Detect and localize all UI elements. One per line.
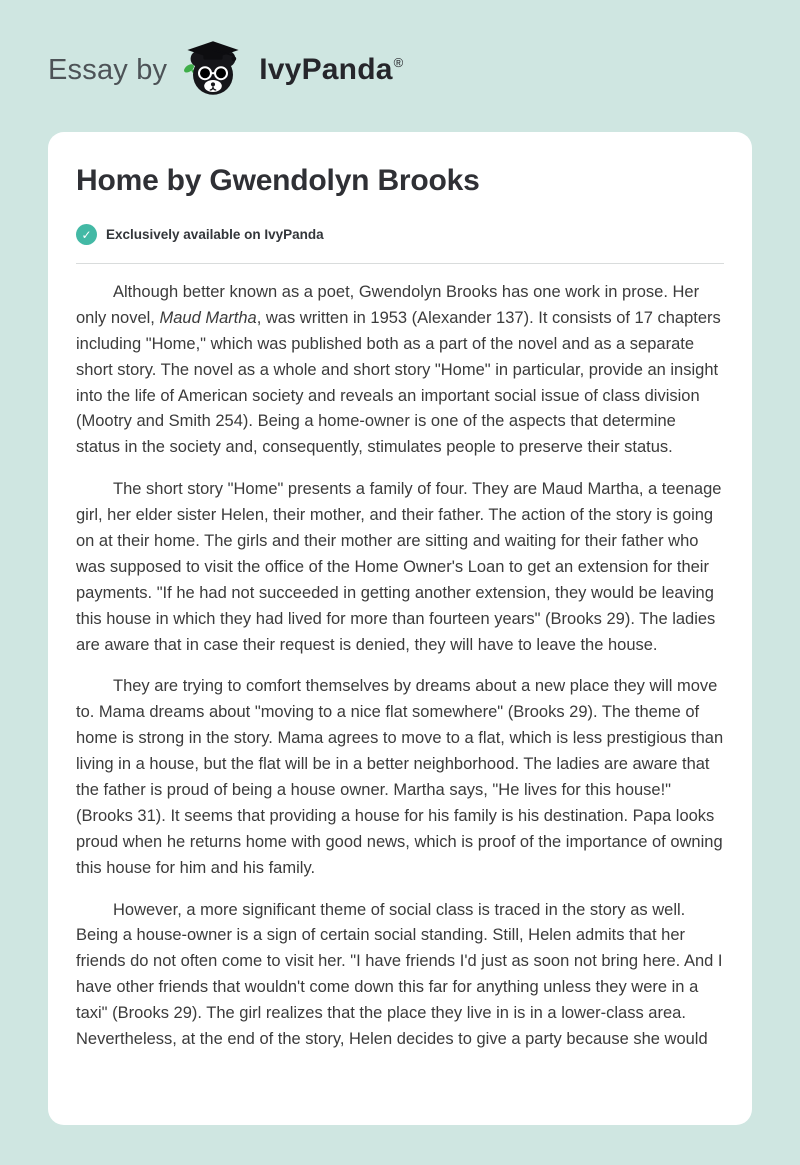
essay-text: , was written in 1953 (Alexander 137). It consists of 17 chapters including "Home," which was published both as a part of the novel and as a separate short story. The novel as a whole and short story "Home" in particular, provide an insight into the life of American society and reveals an important social issue of class division (Mootry and Smith 254). Being a home-owner is one of the aspects that determine status in the society and, consequently, stimulates people to preserve their status.: [76, 308, 721, 457]
page-title: Home by Gwendolyn Brooks: [76, 164, 480, 197]
essay-text: Although better known as a poet, Gwendolyn Brooks has one work in prose. Her only novel,: [76, 283, 700, 327]
brand-text: IvyPanda: [259, 53, 393, 86]
essay-paragraph: [76, 280, 724, 461]
site-header: [0, 0, 800, 126]
essay-paragraph: [76, 477, 724, 658]
availability-badge: [76, 224, 724, 245]
divider: [76, 263, 724, 264]
ivypanda-logo-icon: [181, 38, 245, 102]
availability-label: Exclusively available on IvyPanda: [106, 227, 324, 242]
essay-text: However, a more significant theme of social class is traced in the story as well. Being a house-owner is a sign of certain social standing. Still, Helen admits that her friends do not often come to visit her. "I have friends I'd just as soon not bring here. And I have other friends that wouldn't come down this far for anything unless they were in a taxi" (Brooks 29). The girl realizes that the place they live in is in a lower-class area. Nevertheless, at the end of the story, Helen decides to give a party because she would: [76, 900, 723, 1049]
essay-paragraph: [76, 898, 724, 1053]
essay-text: The short story "Home" presents a family of four. They are Maud Martha, a teenage girl, her elder sister Helen, their mother, and their father. The action of the story is going on at their home. The girls and their mother are sitting and waiting for their father who was supposed to visit the office of the Home Owner's Loan to get an extension for their payments. "If he had not succeeded in getting another extension, they would be leaving this house in which they had lived for more than fourteen years" (Brooks 29). The ladies are aware that in case their request is denied, they will have to leave the house.: [76, 480, 722, 654]
brand-name: [259, 53, 403, 87]
registered-mark: ®: [393, 55, 404, 70]
essay-by-label: Essay by: [48, 53, 168, 86]
essay-paragraph: [76, 674, 724, 881]
essay-body: [76, 280, 724, 1053]
essay-text-italic: Maud Martha: [159, 308, 257, 327]
essay-text: They are trying to comfort themselves by dreams about a new place they will move to. Mama dreams about "moving to a nice flat somewhere" (Brooks 29). The theme of home is strong in the story. Mama agrees to move to a flat, which is less prestigious than living in a house, but the flat will be in a better neighborhood. The ladies are aware that the father is proud of being a house owner. Martha says, "He lives for this house!" (Brooks 31). It seems that providing a house for his family is his destination. Papa looks proud when he returns home with good news, which is proof of the importance of owning this house for him and his family.: [76, 677, 724, 877]
check-circle-icon: ✓: [76, 224, 97, 245]
article-card: [48, 132, 752, 1125]
